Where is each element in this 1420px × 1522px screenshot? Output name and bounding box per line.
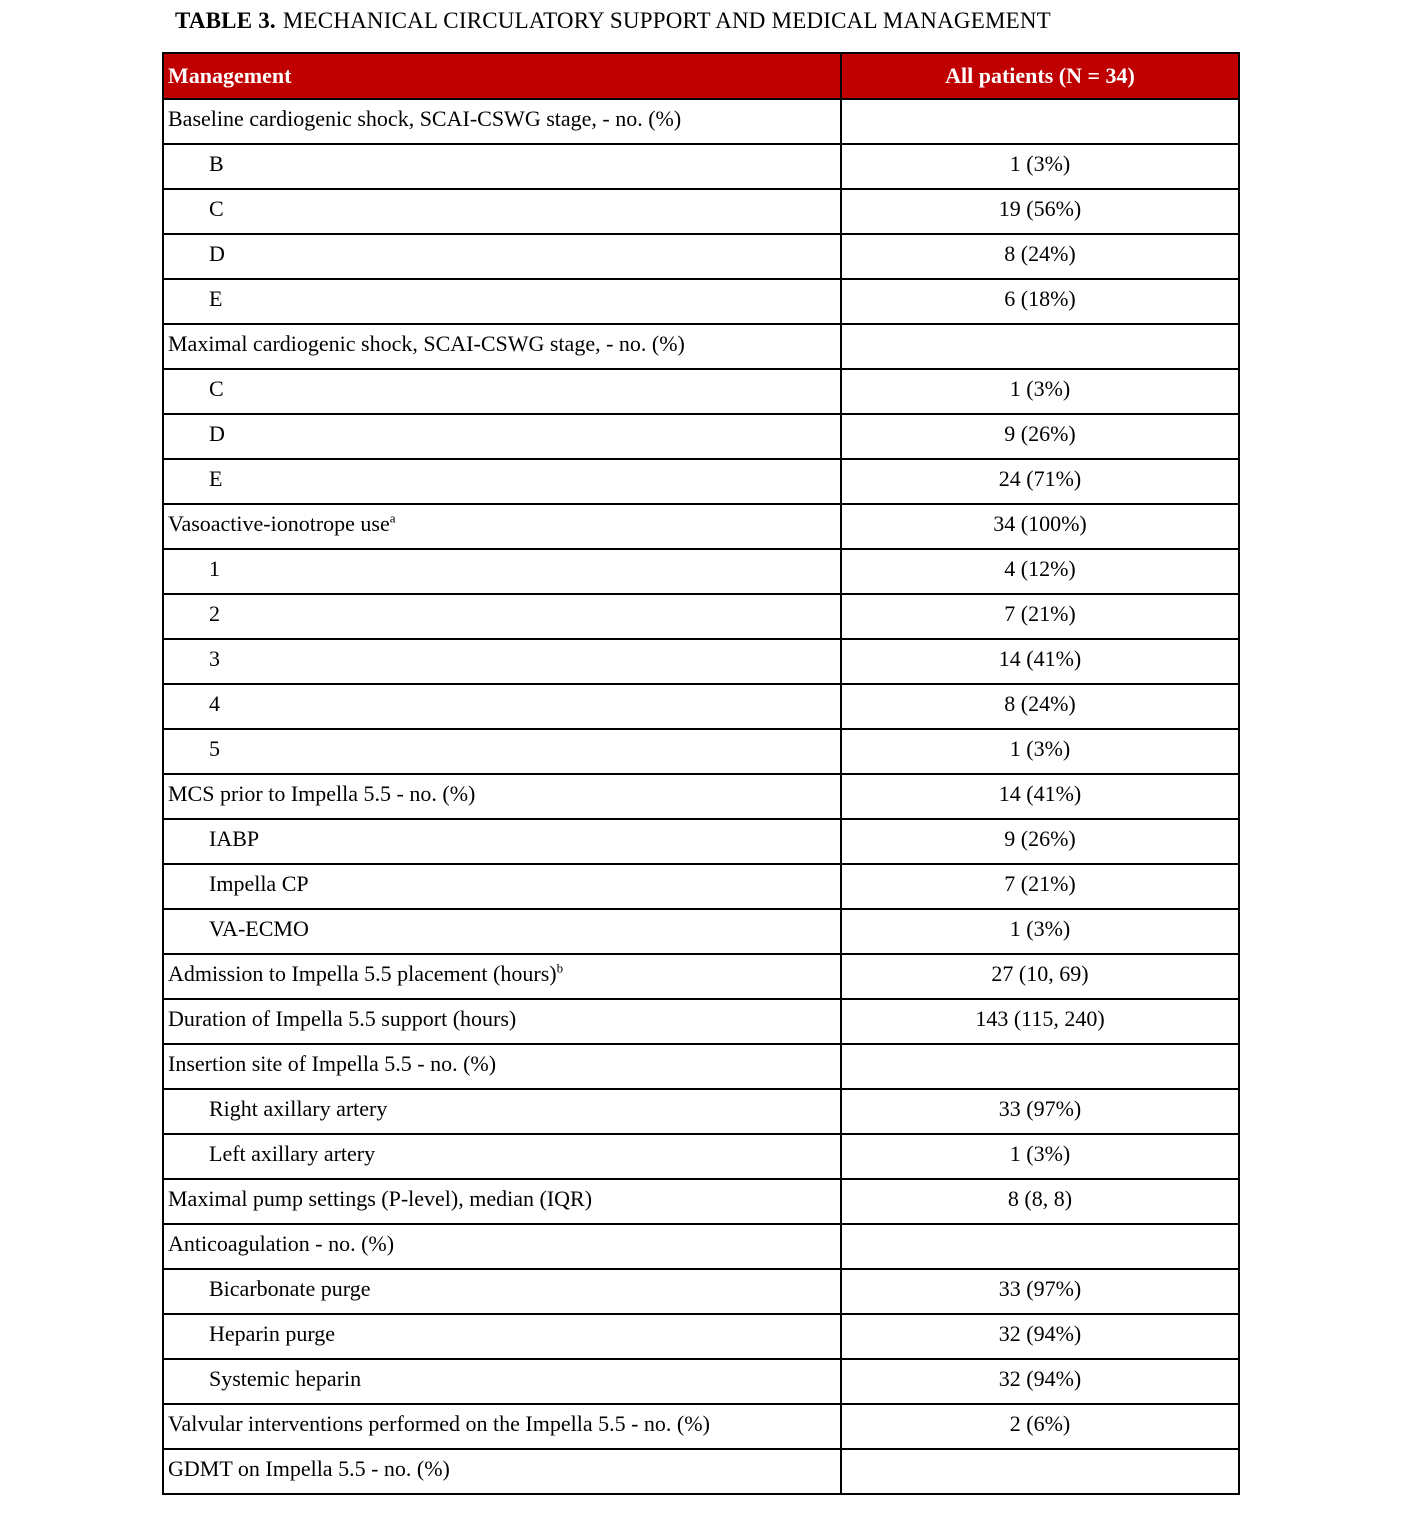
row-label: Admission to Impella 5.5 placement (hours)$^b$	[168, 960, 564, 986]
table-caption-text: MECHANICAL CIRCULATORY SUPPORT AND MEDICAL MANAGEMENT	[282, 8, 1051, 33]
table-row	[163, 1269, 1239, 1314]
row-label-cell	[163, 1224, 841, 1269]
row-label: C	[209, 376, 224, 401]
row-value: 9 (26%)	[1004, 421, 1076, 446]
row-label-cell	[163, 999, 841, 1044]
row-value-cell	[841, 549, 1239, 594]
row-label: Insertion site of Impella 5.5 - no. (%)	[168, 1051, 497, 1076]
table-row	[163, 504, 1239, 549]
row-label: Duration of Impella 5.5 support (hours)	[168, 1006, 517, 1031]
row-value-cell	[841, 144, 1239, 189]
row-label-cell	[163, 774, 841, 819]
row-value: 1 (3%)	[1009, 736, 1071, 761]
table-row	[163, 729, 1239, 774]
column-header-all-patients: All patients (N = 34)	[841, 53, 1239, 99]
row-value-cell	[841, 909, 1239, 954]
row-label: E	[209, 286, 223, 311]
row-value-cell	[841, 639, 1239, 684]
row-value-cell	[841, 1359, 1239, 1404]
row-label-cell	[163, 144, 841, 189]
table-row	[163, 639, 1239, 684]
row-label-cell	[163, 1044, 841, 1089]
table-row	[163, 594, 1239, 639]
table-row	[163, 324, 1239, 369]
table-row	[163, 954, 1239, 999]
row-label: Bicarbonate purge	[209, 1276, 371, 1301]
row-label-cell	[163, 414, 841, 459]
row-value-cell	[841, 1089, 1239, 1134]
row-label: 1	[209, 556, 220, 581]
table-row	[163, 1134, 1239, 1179]
row-value: 24 (71%)	[998, 466, 1082, 491]
table-row	[163, 99, 1239, 144]
row-value: 27 (10, 69)	[991, 961, 1089, 986]
table-row	[163, 864, 1239, 909]
row-label-cell	[163, 549, 841, 594]
row-label: D	[209, 241, 225, 266]
table-row	[163, 189, 1239, 234]
row-label-cell	[163, 459, 841, 504]
row-value-cell	[841, 1134, 1239, 1179]
row-value-cell	[841, 1224, 1239, 1269]
row-label-cell	[163, 504, 841, 549]
table-row	[163, 414, 1239, 459]
table-row	[163, 1089, 1239, 1134]
row-label: 5	[209, 736, 220, 761]
table-row	[163, 1449, 1239, 1494]
row-label: 3	[209, 646, 220, 671]
row-label-cell	[163, 819, 841, 864]
row-value-cell	[841, 1179, 1239, 1224]
row-label: Heparin purge	[209, 1321, 336, 1346]
row-label: Systemic heparin	[209, 1366, 362, 1391]
row-value: 2 (6%)	[1009, 1411, 1071, 1436]
row-label: Baseline cardiogenic shock, SCAI-CSWG stage, - no. (%)	[168, 106, 682, 131]
table-row	[163, 999, 1239, 1044]
row-value: 1 (3%)	[1009, 376, 1071, 401]
row-label-cell	[163, 1179, 841, 1224]
row-label: MCS prior to Impella 5.5 - no. (%)	[168, 781, 476, 806]
table-row	[163, 1224, 1239, 1269]
row-value: 19 (56%)	[998, 196, 1082, 221]
row-value: 32 (94%)	[998, 1366, 1082, 1391]
row-value-cell	[841, 369, 1239, 414]
row-label-cell	[163, 1089, 841, 1134]
row-label: GDMT on Impella 5.5 - no. (%)	[168, 1456, 450, 1481]
table-row	[163, 909, 1239, 954]
table-row	[163, 774, 1239, 819]
row-value: 8 (24%)	[1004, 241, 1076, 266]
row-value-cell	[841, 774, 1239, 819]
row-value: 6 (18%)	[1004, 286, 1076, 311]
row-value: 8 (8, 8)	[1007, 1186, 1073, 1211]
row-value-cell	[841, 1314, 1239, 1359]
table-caption-number: TABLE 3.	[175, 8, 276, 33]
row-label: Vasoactive-ionotrope use$^a$	[168, 510, 396, 536]
row-label-cell	[163, 1359, 841, 1404]
row-value: 9 (26%)	[1004, 826, 1076, 851]
row-value: 14 (41%)	[998, 646, 1082, 671]
table-row	[163, 234, 1239, 279]
row-label-cell	[163, 1314, 841, 1359]
row-value-cell	[841, 729, 1239, 774]
row-label-cell	[163, 99, 841, 144]
table-row	[163, 684, 1239, 729]
row-value-cell	[841, 864, 1239, 909]
row-value-cell	[841, 324, 1239, 369]
row-value-cell	[841, 954, 1239, 999]
table-row	[163, 369, 1239, 414]
row-value: 14 (41%)	[998, 781, 1082, 806]
row-label: Maximal cardiogenic shock, SCAI-CSWG stage, - no. (%)	[168, 331, 685, 356]
row-label-cell	[163, 954, 841, 999]
row-value-cell	[841, 504, 1239, 549]
table-body	[163, 99, 1239, 1494]
table-row	[163, 279, 1239, 324]
row-value-cell	[841, 279, 1239, 324]
row-label: 2	[209, 601, 220, 626]
row-value: 32 (94%)	[998, 1321, 1082, 1346]
row-value-cell	[841, 684, 1239, 729]
row-value: 33 (97%)	[998, 1096, 1082, 1121]
row-value: 34 (100%)	[993, 511, 1087, 536]
row-value-cell	[841, 1044, 1239, 1089]
row-value: 143 (115, 240)	[975, 1006, 1105, 1031]
header-row	[163, 53, 1239, 99]
row-value: 4 (12%)	[1004, 556, 1076, 581]
row-value: 1 (3%)	[1009, 916, 1071, 941]
row-label: Anticoagulation - no. (%)	[168, 1231, 395, 1256]
row-label: B	[209, 151, 224, 176]
row-value-cell	[841, 1449, 1239, 1494]
row-value: 1 (3%)	[1009, 151, 1071, 176]
row-value-cell	[841, 99, 1239, 144]
row-value-cell	[841, 594, 1239, 639]
row-label-cell	[163, 279, 841, 324]
row-label-cell	[163, 189, 841, 234]
row-label-cell	[163, 729, 841, 774]
row-label: D	[209, 421, 225, 446]
table-header	[163, 53, 1239, 99]
table-row	[163, 1359, 1239, 1404]
row-value-cell	[841, 1404, 1239, 1449]
table-row	[163, 1404, 1239, 1449]
row-label-cell	[163, 1134, 841, 1179]
row-label-cell	[163, 909, 841, 954]
table-row	[163, 549, 1239, 594]
row-value-cell	[841, 1269, 1239, 1314]
row-value: 8 (24%)	[1004, 691, 1076, 716]
row-label: E	[209, 466, 223, 491]
row-label: Impella CP	[209, 871, 309, 896]
row-value: 1 (3%)	[1009, 1141, 1071, 1166]
row-value-cell	[841, 189, 1239, 234]
row-label-cell	[163, 594, 841, 639]
row-label: Maximal pump settings (P-level), median (IQR)	[168, 1186, 593, 1211]
table-row	[163, 1314, 1239, 1359]
row-label: Right axillary artery	[209, 1096, 388, 1121]
row-value-cell	[841, 234, 1239, 279]
row-value-cell	[841, 999, 1239, 1044]
row-label-cell	[163, 639, 841, 684]
row-label-cell	[163, 1404, 841, 1449]
row-label-cell	[163, 864, 841, 909]
row-label: Left axillary artery	[209, 1141, 376, 1166]
row-label-cell	[163, 234, 841, 279]
row-label-cell	[163, 684, 841, 729]
row-value-cell	[841, 414, 1239, 459]
row-value: 7 (21%)	[1004, 601, 1076, 626]
table-row	[163, 144, 1239, 189]
row-label-cell	[163, 1269, 841, 1314]
row-value-cell	[841, 459, 1239, 504]
row-label: C	[209, 196, 224, 221]
row-value-cell	[841, 819, 1239, 864]
row-label: VA-ECMO	[209, 916, 309, 941]
column-header-management: Management	[163, 53, 841, 99]
table-caption	[175, 8, 1051, 34]
table-row	[163, 1044, 1239, 1089]
row-label-cell	[163, 324, 841, 369]
row-label: IABP	[209, 826, 260, 851]
row-value: 33 (97%)	[998, 1276, 1082, 1301]
row-label-cell	[163, 1449, 841, 1494]
row-label: Valvular interventions performed on the Impella 5.5 - no. (%)	[168, 1411, 710, 1436]
management-table	[162, 52, 1240, 1495]
row-label-cell	[163, 369, 841, 414]
row-label: 4	[209, 691, 220, 716]
table-row	[163, 1179, 1239, 1224]
table-row	[163, 819, 1239, 864]
table-row	[163, 459, 1239, 504]
row-value: 7 (21%)	[1004, 871, 1076, 896]
